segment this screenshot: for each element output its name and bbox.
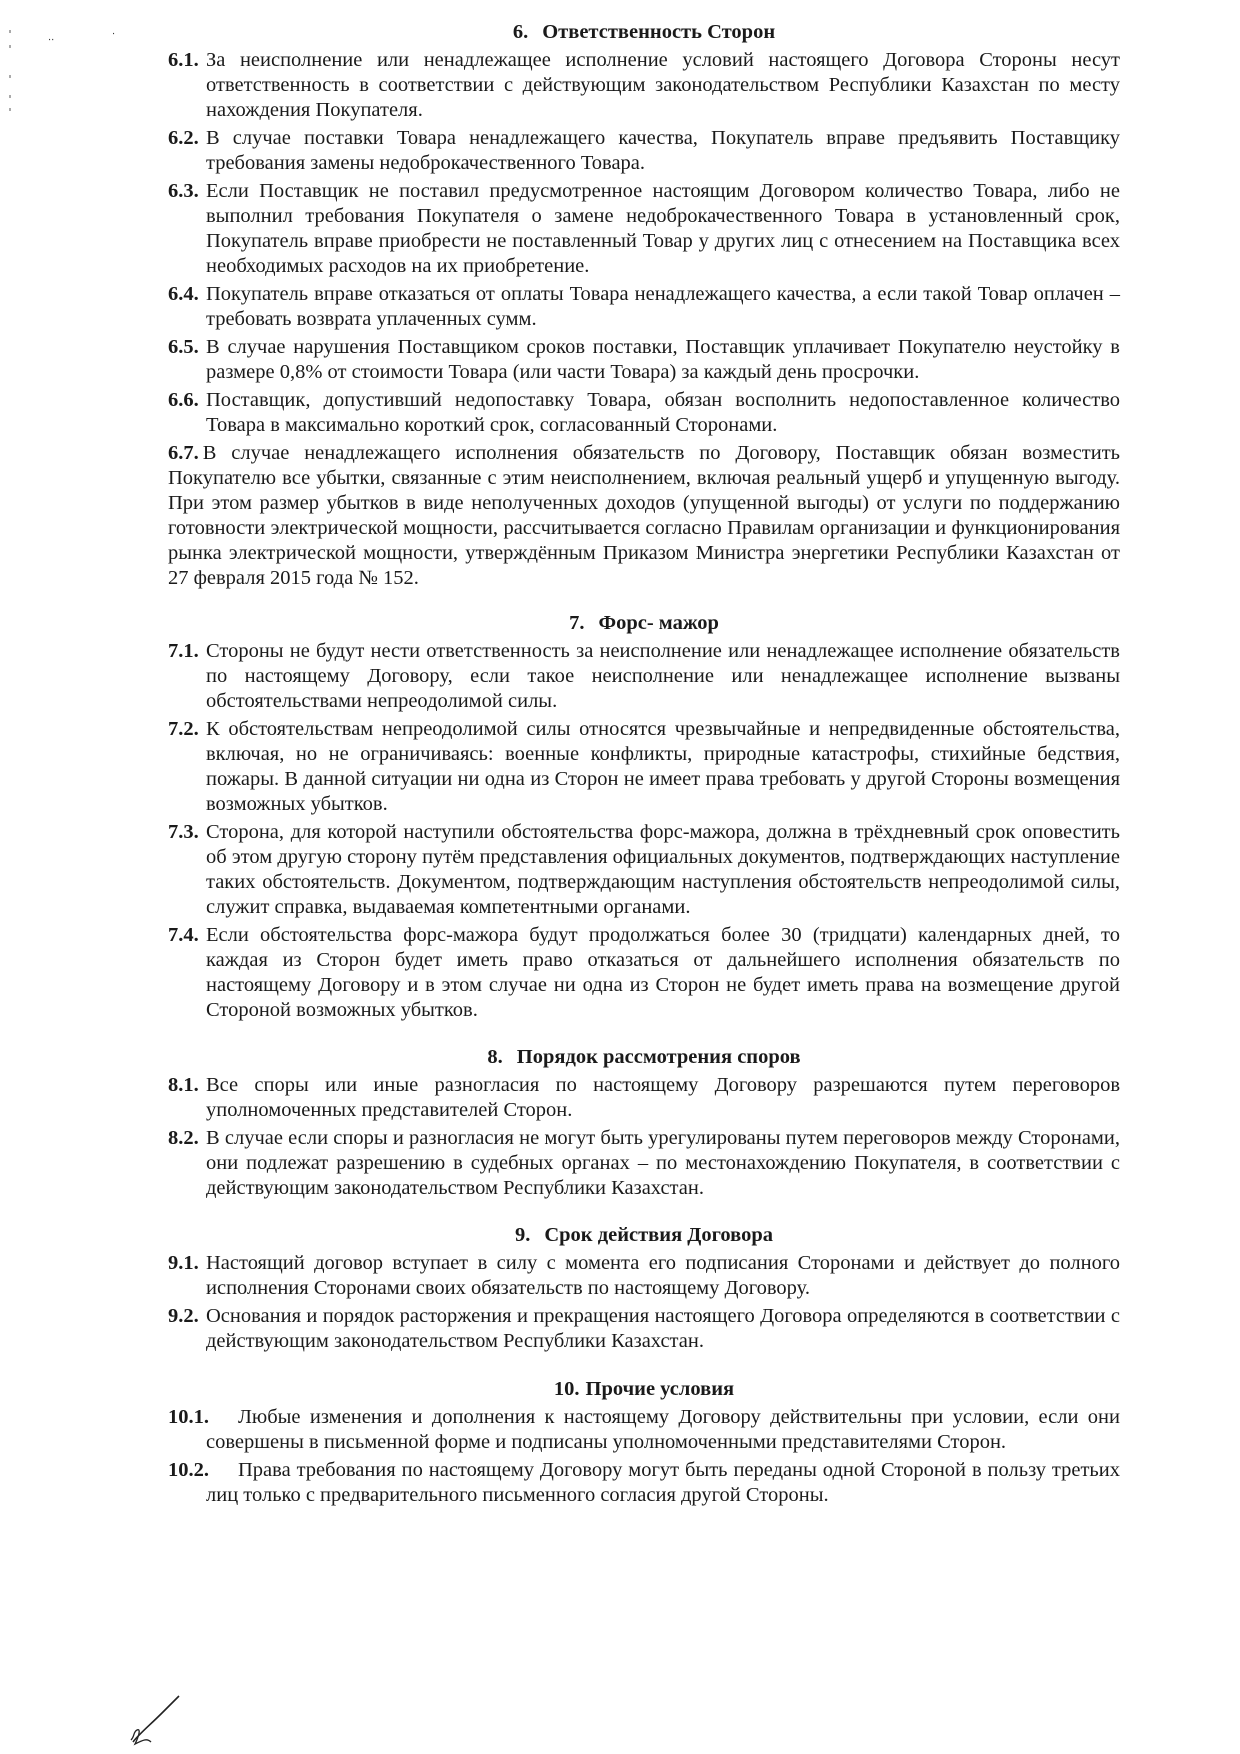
clause-number: 9.2.: [168, 1305, 199, 1327]
clause-7-4: [168, 923, 1120, 1023]
clause-number: 6.4.: [168, 283, 199, 305]
clause-7-2: [168, 717, 1120, 817]
clause-text: Настоящий договор вступает в силу с момента его подписания Сторонами и действует до полного исполнения Сторонами своих обязательств по настоящему Договору.: [206, 1252, 1120, 1299]
section-heading-8: [168, 1045, 1120, 1071]
clause-text: В случае ненадлежащего исполнения обязательств по Договору, Поставщик обязан возместить Покупателю все убытки, связанные с этим неисполнением, включая реальный ущерб и упущенную выгоду. При этом размер убытков в виде неполученных доходов (упущенной выгоды) от услуги по поддержанию готовности электрической мощности, рассчитывается согласно Правилам организации и функционирования рынка электрической мощности, утверждённым Приказом Министра энергетики Республики Казахстан от 27 февраля 2015 года № 152.: [168, 442, 1120, 589]
clause-number: 9.1.: [168, 1252, 199, 1274]
section-number: 10.: [553, 1378, 580, 1400]
clause-text: Если обстоятельства форс-мажора будут продолжаться более 30 (тридцати) календарных дней, то каждая из Сторон будет иметь право отказаться от дальнейшего исполнения обязательств по настоящему Договору и в этом случае ни одна из Сторон не будет иметь права на возмещение другой Стороной возможных убытков.: [206, 924, 1120, 1021]
clause-text: Любые изменения и дополнения к настоящему Договору действительны при условии, если они совершены в письменной форме и подписаны уполномоченными представителями Сторон.: [206, 1406, 1120, 1453]
clause-number: 6.6.: [168, 389, 199, 411]
section-heading-6: [168, 20, 1120, 46]
section-heading-10: [168, 1377, 1120, 1403]
clause-number: 8.2.: [168, 1127, 199, 1149]
clause-text: Права требования по настоящему Договору могут быть переданы одной Стороной в пользу третьих лиц только с предварительного письменного согласия другой Стороны.: [206, 1459, 1120, 1506]
scan-margin-marks: [0, 0, 30, 200]
section-title: Порядок рассмотрения споров: [516, 1046, 801, 1068]
clause-text: К обстоятельствам непреодолимой силы относятся чрезвычайные и непредвиденные обстоятельства, включая, но не ограничиваясь: военные конфликты, природные катастрофы, стихийные бедствия, пожары. В данной ситуации ни одна из Сторон не имеет права требовать у другой Стороны возмещения возможных убытков.: [206, 718, 1120, 815]
document-content: [168, 20, 1120, 1511]
clause-number: 6.5.: [168, 336, 199, 358]
clause-number: 7.4.: [168, 924, 199, 946]
clause-number: 10.2.: [168, 1459, 209, 1481]
section-title: Срок действия Договора: [544, 1224, 774, 1246]
section-number: 8.: [487, 1046, 503, 1068]
clause-number: 6.7.: [168, 442, 199, 464]
scan-dots: ⋅⋅: [48, 35, 55, 46]
clause-7-1: [168, 639, 1120, 714]
clause-6-7: [168, 441, 1120, 591]
clause-9-1: [168, 1251, 1120, 1301]
clause-text: Сторона, для которой наступили обстоятельства форс-мажора, должна в трёхдневный срок оповестить об этом другую сторону путём представления официальных документов, подтверждающих наступление таких обстоятельств. Документом, подтверждающим наступления обстоятельств непреодолимой силы, служит справка, выдаваемая компетентными органами.: [206, 821, 1120, 918]
clause-text: Основания и порядок расторжения и прекращения настоящего Договора определяются в соответствии с действующим законодательством Республики Казахстан.: [206, 1305, 1120, 1352]
clause-text: Покупатель вправе отказаться от оплаты Товара ненадлежащего качества, а если такой Товар оплачен – требовать возврата уплаченных сумм.: [206, 283, 1120, 330]
clause-text: В случае нарушения Поставщиком сроков поставки, Поставщик уплачивает Покупателю неустойку в размере 0,8% от стоимости Товара (или части Товара) за каждый день просрочки.: [206, 336, 1120, 383]
clause-number: 6.2.: [168, 127, 199, 149]
clause-number: 7.1.: [168, 640, 199, 662]
clause-text: Поставщик, допустивший недопоставку Товара, обязан восполнить недопоставленное количество Товара в максимально короткий срок, согласованный Сторонами.: [206, 389, 1120, 436]
section-heading-7: [168, 611, 1120, 637]
clause-number: 10.1.: [168, 1406, 209, 1428]
clause-8-1: [168, 1073, 1120, 1123]
clause-number: 6.1.: [168, 49, 199, 71]
clause-number: 7.2.: [168, 718, 199, 740]
clause-number: 6.3.: [168, 180, 199, 202]
section-number: 6.: [512, 21, 529, 43]
clause-6-4: [168, 282, 1120, 332]
section-heading-9: [168, 1223, 1120, 1249]
clause-9-2: [168, 1304, 1120, 1354]
clause-number: 7.3.: [168, 821, 199, 843]
clause-text: Стороны не будут нести ответственность за неисполнение или ненадлежащее исполнение обязательств по настоящему Договору, если такое неисполнение или ненадлежащее исполнение вызваны обстоятельствами непреодолимой силы.: [206, 640, 1120, 712]
clause-number: 8.1.: [168, 1074, 199, 1096]
clause-7-3: [168, 820, 1120, 920]
section-number: 9.: [514, 1224, 531, 1246]
section-title: Форс- мажор: [598, 612, 719, 634]
signature-mark: [125, 1690, 185, 1750]
clause-6-1: [168, 48, 1120, 123]
clause-6-3: [168, 179, 1120, 279]
clause-text: В случае если споры и разногласия не могут быть урегулированы путем переговоров между Сторонами, они подлежат разрешению в судебных органах – по местонахождению Покупателя, в соответствии с действующим законодательством Республики Казахстан.: [206, 1127, 1120, 1199]
section-title: Прочие условия: [585, 1378, 735, 1400]
clause-text: В случае поставки Товара ненадлежащего качества, Покупатель вправе предъявить Поставщику требования замены недоброкачественного Товара.: [206, 127, 1120, 174]
clause-10-2: [168, 1458, 1120, 1508]
clause-text: Все споры или иные разногласия по настоящему Договору разрешаются путем переговоров уполномоченных представителей Сторон.: [206, 1074, 1120, 1121]
clause-6-2: [168, 126, 1120, 176]
clause-text: За неисполнение или ненадлежащее исполнение условий настоящего Договора Стороны несут ответственность в соответствии с действующим законодательством Республики Казахстан по месту нахождения Покупателя.: [206, 49, 1120, 121]
clause-6-6: [168, 388, 1120, 438]
section-title: Ответственность Сторон: [542, 21, 776, 43]
clause-8-2: [168, 1126, 1120, 1201]
clause-10-1: [168, 1405, 1120, 1455]
scan-dots-2: ⋅: [112, 29, 116, 40]
clause-6-5: [168, 335, 1120, 385]
clause-text: Если Поставщик не поставил предусмотренное настоящим Договором количество Товара, либо не выполнил требования Покупателя о замене недоброкачественного Товара в установленный срок, Покупатель вправе приобрести не поставленный Товар у других лиц с отнесением на Поставщика всех необходимых расходов на их приобретение.: [206, 180, 1120, 277]
section-number: 7.: [569, 612, 585, 634]
